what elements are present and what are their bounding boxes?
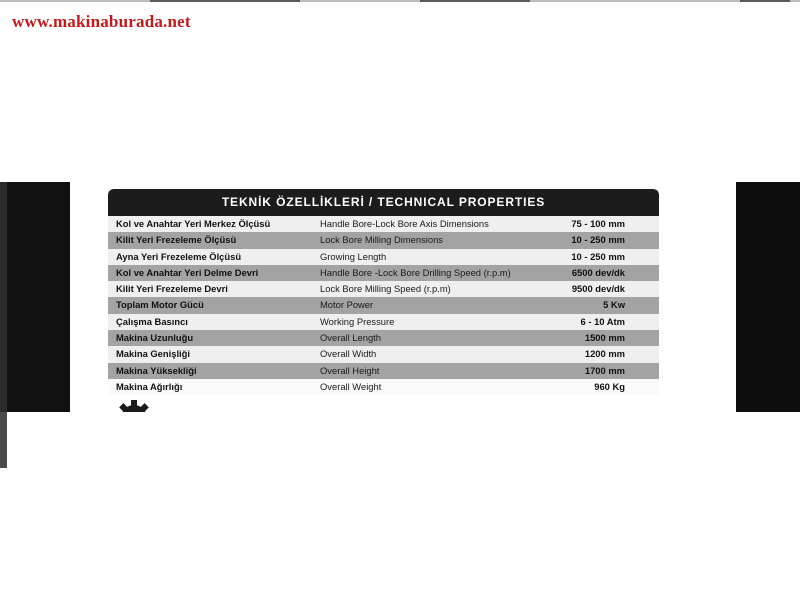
- property-tr: Makina Yüksekliği: [116, 364, 197, 376]
- property-tr: Çalışma Basıncı: [116, 315, 188, 327]
- property-en: Working Pressure: [320, 315, 395, 327]
- property-tr: Toplam Motor Gücü: [116, 299, 204, 311]
- property-en: Handle Bore-Lock Bore Axis Dimensions: [320, 218, 489, 229]
- property-value: 9500 dev/dk: [571, 283, 625, 295]
- table-row: [108, 281, 659, 297]
- property-en: Growing Length: [320, 250, 387, 262]
- top-border-segment: [740, 0, 790, 2]
- table-title: TEKNİK ÖZELLİKLERİ / TECHNICAL PROPERTIES: [108, 189, 659, 216]
- property-value: 1200 mm: [584, 348, 625, 360]
- table-row: [108, 346, 659, 362]
- property-en: Overall Length: [320, 332, 381, 344]
- property-tr: Ayna Yeri Frezeleme Ölçüsü: [116, 250, 242, 262]
- property-value: 75 - 100 mm: [571, 218, 625, 229]
- property-value: 1500 mm: [584, 332, 625, 344]
- table-row: [108, 297, 659, 313]
- property-tr: Makina Ağırlığı: [116, 380, 183, 392]
- property-tr: Kol ve Anahtar Yeri Delme Devri: [116, 266, 259, 278]
- table-row: [108, 232, 659, 248]
- right-dark-panel: [736, 182, 800, 412]
- top-border: [0, 0, 800, 2]
- property-value: 6 - 10 Atm: [580, 315, 625, 327]
- property-en: Overall Weight: [320, 380, 382, 392]
- left-panel-edge: [0, 182, 7, 412]
- property-en: Handle Bore -Lock Bore Drilling Speed (r.p.m): [320, 266, 511, 278]
- property-value: 10 - 250 mm: [571, 250, 625, 262]
- property-en: Lock Bore Milling Dimensions: [320, 234, 443, 246]
- property-en: Motor Power: [320, 299, 374, 311]
- watermark-url: www.makinaburada.net: [12, 12, 191, 31]
- table-row: [108, 265, 659, 281]
- top-border-segment: [420, 0, 530, 2]
- property-tr: Kilit Yeri Frezeleme Devri: [116, 283, 228, 295]
- table-row: [108, 216, 659, 232]
- property-en: Lock Bore Milling Speed (r.p.m): [320, 283, 451, 295]
- property-value: 5 Kw: [603, 299, 625, 311]
- table-row: [108, 330, 659, 346]
- property-tr: Kol ve Anahtar Yeri Merkez Ölçüsü: [116, 218, 271, 229]
- property-en: Overall Width: [320, 348, 377, 360]
- table-row: [108, 314, 659, 330]
- technical-properties-table: [108, 189, 659, 395]
- table-row: [108, 379, 659, 395]
- property-en: Overall Height: [320, 364, 380, 376]
- property-tr: Makina Uzunluğu: [116, 332, 194, 344]
- left-corner-strip: [0, 412, 7, 468]
- left-dark-panel: [0, 182, 70, 412]
- blank-overlay: [7, 412, 800, 600]
- property-value: 6500 dev/dk: [571, 266, 625, 278]
- property-value: 1700 mm: [584, 364, 625, 376]
- property-tr: Makina Genişliği: [116, 348, 190, 360]
- property-tr: Kilit Yeri Frezeleme Ölçüsü: [116, 234, 237, 246]
- top-border-segment: [150, 0, 300, 2]
- table-row: [108, 249, 659, 265]
- property-value: 960 Kg: [594, 380, 625, 392]
- table-row: [108, 363, 659, 379]
- property-value: 10 - 250 mm: [571, 234, 625, 246]
